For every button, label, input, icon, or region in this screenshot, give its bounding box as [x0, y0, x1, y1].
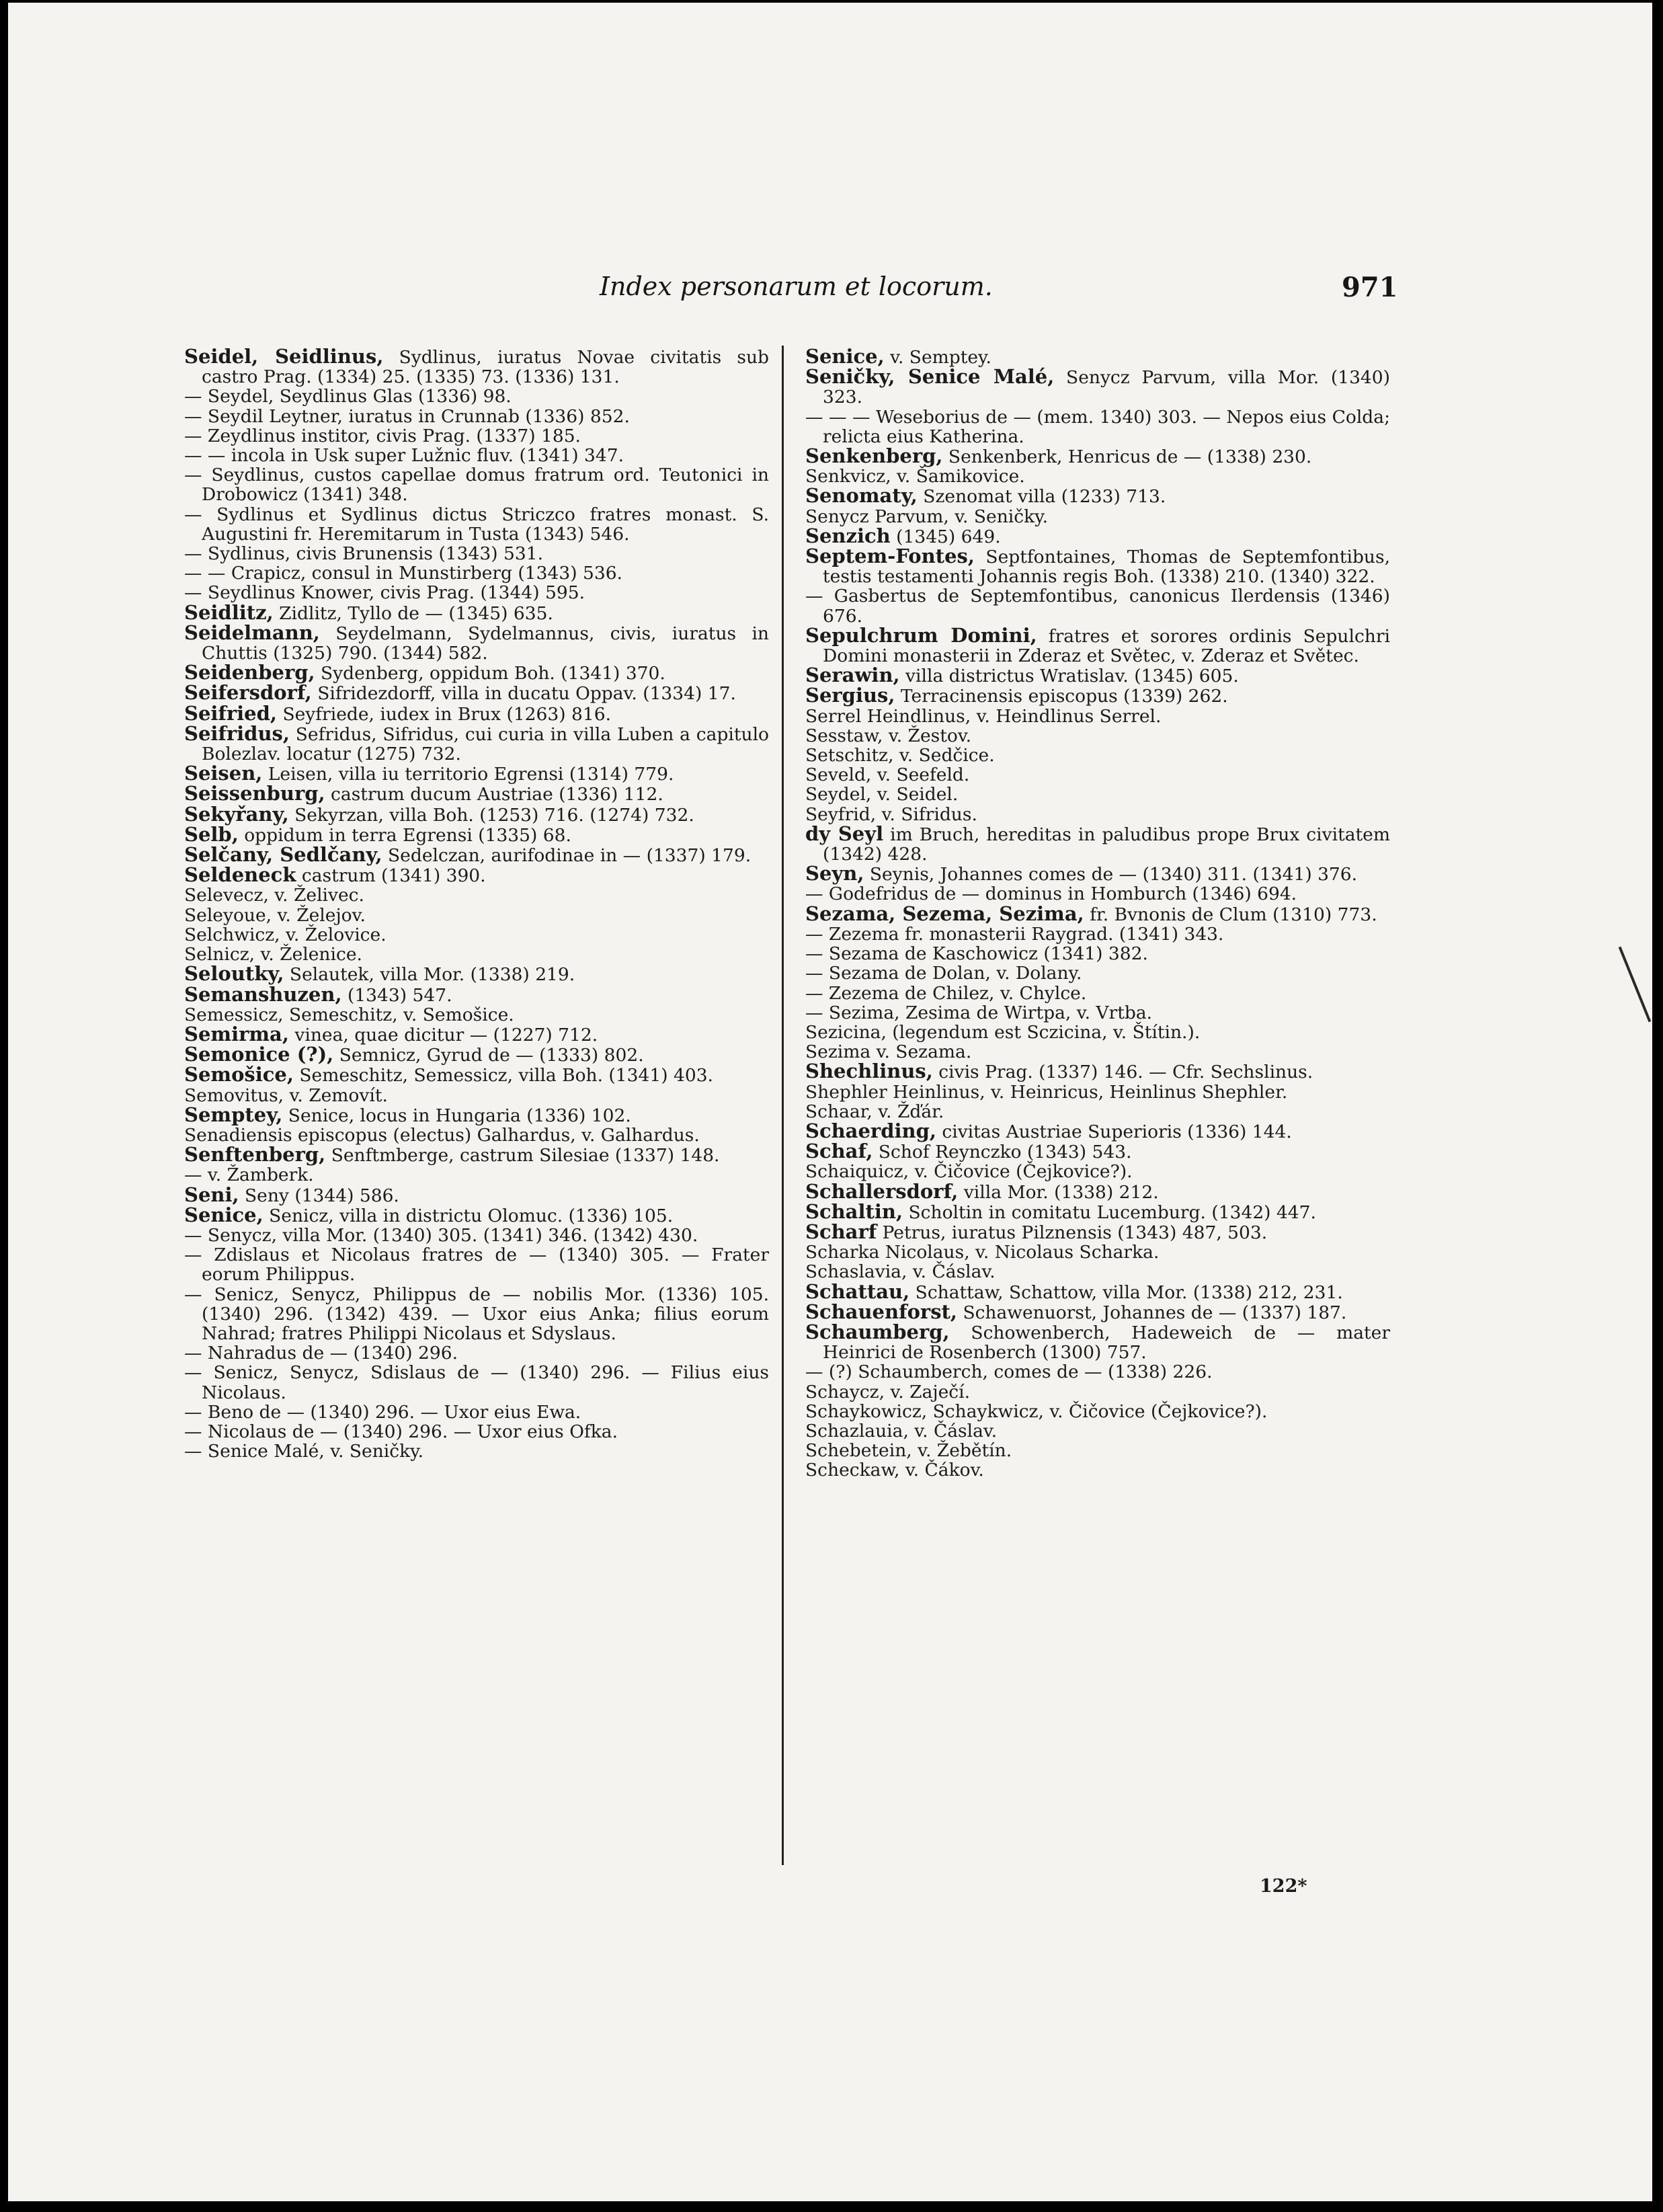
index-entry [805, 486, 1390, 506]
index-entry [805, 1023, 1390, 1042]
index-entry [805, 1102, 1390, 1121]
index-entry-text: Selevecz, v. Želivec. [184, 885, 364, 906]
running-header [8, 272, 1652, 319]
index-entry [805, 765, 1390, 785]
index-entry [805, 707, 1390, 726]
index-headword: Shechlinus, [805, 1060, 933, 1083]
index-entry [184, 1065, 769, 1085]
index-entry-text: Selchwicz, v. Želovice. [184, 924, 387, 945]
index-entry [184, 683, 769, 703]
index-entry-text: castrum ducum Austriae (1336) 112. [325, 784, 663, 805]
index-headword: Seidlitz, [184, 600, 274, 624]
index-entry-text: Senadiensis episcopus (electus) Galhardus, v. Galhardus. [184, 1124, 700, 1146]
index-headword: Seifersdorf, [184, 681, 312, 705]
index-entry [805, 407, 1390, 446]
index-entry-text: — Senicz, Senycz, Sdislaus de — (1340) 296. — Filius eius Nicolaus. [184, 1362, 769, 1403]
index-entry [184, 563, 769, 583]
index-entry-text: Schebetein, v. Žebětín. [805, 1440, 1012, 1462]
index-entry-text: Semessicz, Semeschitz, v. Semošice. [184, 1004, 514, 1025]
index-entry-text: — Gasbertus de Septemfontibus, canonicus Ilerdensis (1346) 676. [805, 586, 1390, 627]
index-headword: Semošice, [184, 1063, 294, 1087]
index-entry-text: Senkenberk, Henricus de — (1338) 230. [942, 446, 1312, 468]
index-entry [184, 982, 769, 1006]
index-headword: Seni, [184, 1183, 239, 1206]
index-entry [184, 1086, 769, 1105]
index-headword: Schaumberg, [805, 1320, 950, 1343]
index-entry-text: villa Mor. (1338) 212. [958, 1181, 1159, 1203]
index-headword: Seissenburg, [184, 782, 325, 805]
index-entry [805, 1162, 1390, 1181]
index-entry-text: Shephler Heinlinus, v. Heinricus, Heinlinus Shephler. [805, 1081, 1288, 1103]
index-entry-text: Scharka Nicolaus, v. Nicolaus Scharka. [805, 1242, 1160, 1263]
index-entry [184, 1145, 769, 1165]
index-entry-text: castrum (1341) 390. [296, 865, 486, 887]
index-entry-text: Seleyoue, v. Želejov. [184, 904, 366, 926]
index-entry-text: Senycz Parvum, villa Mor. (1340) 323. [823, 367, 1390, 408]
index-entry [184, 1245, 769, 1284]
index-entry-text: Szenomat villa (1233) 713. [917, 486, 1166, 508]
index-column-left [184, 347, 769, 1461]
index-entry-text: fr. Bvnonis de Clum (1310) 773. [1084, 904, 1377, 925]
index-headword: Seidenberg, [184, 661, 315, 684]
index-entry [184, 1165, 769, 1185]
index-entry [805, 1460, 1390, 1480]
index-headword: Seifridus, [184, 721, 290, 745]
index-entry-text: — Seydil Leytner, iuratus in Crunnab (1336) 852. [184, 405, 630, 427]
index-entry-text: — Godefridus de — dominus in Homburch (1346) 694. [805, 883, 1297, 905]
index-entry-text: — Sezama de Kaschowicz (1341) 382. [805, 943, 1148, 965]
index-entry [805, 1421, 1390, 1441]
index-entry [184, 583, 769, 602]
index-entry-text: Senftmberge, castrum Silesiae (1337) 148. [325, 1145, 720, 1167]
index-headword: Schaf, [805, 1140, 873, 1163]
index-entry-text: Seydel, v. Seidel. [805, 784, 959, 805]
index-entry [805, 1441, 1390, 1460]
index-entry-text: Sekyrzan, villa Boh. (1253) 716. (1274) 732. [288, 804, 694, 826]
index-entry-text: Schazlauia, v. Čáslav. [805, 1420, 998, 1441]
index-entry-text: Sydlinus, iuratus Novae civitatis sub castro Prag. (1334) 25. (1335) 73. (1336) 131. [202, 347, 769, 388]
index-headword: Semirma, [184, 1022, 289, 1045]
index-entry-text: Seveld, v. Seefeld. [805, 764, 970, 786]
index-entry [184, 1285, 769, 1344]
index-headword: Senice, [805, 345, 885, 368]
index-entry [184, 784, 769, 804]
index-entry-text: Selnicz, v. Želenice. [184, 944, 362, 965]
index-headword: Sepulchrum Domini, [805, 623, 1037, 647]
scan-mark [1619, 947, 1652, 1023]
index-entry-text: Schaslavia, v. Čáslav. [805, 1261, 996, 1283]
index-entry [184, 964, 769, 984]
index-entry [184, 1005, 769, 1025]
index-entry [805, 1279, 1390, 1303]
index-entry [805, 347, 1390, 367]
index-entry [184, 600, 769, 624]
index-entry [805, 1062, 1390, 1082]
index-entry-text: Senkvicz, v. Šamikovice. [805, 466, 1025, 487]
index-entry [805, 686, 1390, 706]
index-headword: Seničky, Senice Malé, [805, 365, 1055, 389]
index-entry-text: Senicz, villa in districtu Olomuc. (1336) 105. [263, 1205, 674, 1226]
index-entry [184, 623, 769, 663]
index-entry [805, 507, 1390, 526]
index-entry-text: Seyfriede, iudex in Brux (1263) 816. [277, 703, 612, 725]
index-entry-text: Sezicina, (legendum est Sczicina, v. Štítin.). [805, 1021, 1201, 1043]
index-entry-text: — Zezema fr. monasterii Raygrad. (1341) 343. [805, 923, 1224, 945]
index-headword: Selčany, Sedlčany, [184, 843, 382, 867]
index-entry [184, 906, 769, 925]
index-headword: Sekyřany, [184, 802, 289, 826]
index-entry-text: — Senicz, Senycz, Philippus de — nobilis Mor. (1336) 105. (1340) 296. (1342) 439. — Uxor eius Anka; filius eorum Nahrad; fratres Philippi Nicolaus et Sdyslaus. [184, 1283, 769, 1344]
index-entry [805, 1262, 1390, 1281]
index-entry-text: — Nahradus de — (1340) 296. [184, 1343, 458, 1364]
index-entry [184, 426, 769, 446]
index-entry [805, 1322, 1390, 1362]
index-entry [805, 666, 1390, 686]
index-entry-text: civis Prag. (1337) 146. — Cfr. Sechslinus. [932, 1062, 1313, 1083]
index-entry [805, 623, 1390, 667]
index-entry [184, 1125, 769, 1145]
index-entry-text: Sezima v. Sezama. [805, 1041, 972, 1063]
index-entry-text: Semnicz, Gyrud de — (1333) 802. [333, 1045, 644, 1066]
index-entry-text: villa districtus Wratislav. (1345) 605. [899, 666, 1239, 687]
index-headword: Schaerding, [805, 1119, 936, 1142]
index-entry [184, 1203, 769, 1226]
index-headword: Schauenforst, [805, 1300, 958, 1323]
index-entry-text: — Sydlinus et Sydlinus dictus Striczco fratres monast. S. Augustini fr. Heremitarum in Tusta (1343) 546. [184, 504, 769, 545]
index-entry-text: — (?) Schaumberch, comes de — (1338) 226. [805, 1361, 1213, 1383]
index-entry [805, 1362, 1390, 1382]
index-entry-text: Scheckaw, v. Čákov. [805, 1460, 984, 1481]
index-entry-text: Schof Reynczko (1343) 543. [873, 1142, 1132, 1163]
index-headword: Sergius, [805, 684, 895, 707]
index-entry-text: Semovitus, v. Zemovít. [184, 1084, 388, 1106]
index-entry-text: im Bruch, hereditas in paludibus prope Brux civitatem (1342) 428. [823, 824, 1390, 865]
index-entry-text: — Zeydlinus institor, civis Prag. (1337) 185. [184, 425, 581, 446]
index-entry-text: Schaiquicz, v. Čičovice (Čejkovice?). [805, 1161, 1133, 1183]
index-headword: Schaltin, [805, 1199, 903, 1223]
book-page [8, 3, 1652, 2201]
printer-signature: 122* [1260, 1876, 1307, 1897]
index-entry-text: v. Semptey. [884, 347, 991, 368]
index-entry-text: Sydenberg, oppidum Boh. (1341) 370. [315, 663, 665, 684]
index-entry [184, 1422, 769, 1441]
index-entry-text: — Sydlinus, civis Brunensis (1343) 531. [184, 543, 543, 565]
index-entry-text: — Seydlinus Knower, civis Prag. (1344) 595. [184, 582, 585, 604]
index-headword: Seyn, [805, 862, 864, 885]
index-entry-text: Senycz Parvum, v. Seničky. [805, 506, 1049, 527]
index-entry-text: Seydelmann, Sydelmannus, civis, iuratus in Chuttis (1325) 790. (1344) 582. [202, 623, 769, 664]
index-entry-text: oppidum in terra Egrensi (1335) 68. [238, 824, 571, 846]
index-entry-text: Sifridezdorff, villa in ducatu Oppav. (1334) 17. [311, 683, 736, 705]
index-entry-text: — Seydel, Seydlinus Glas (1336) 98. [184, 386, 512, 407]
index-entry [184, 1022, 769, 1045]
index-entry [184, 701, 769, 725]
index-headword: Seidelmann, [184, 621, 320, 644]
index-entry [805, 1402, 1390, 1421]
running-title: Index personarum et locorum. [600, 272, 993, 301]
index-entry [184, 764, 769, 784]
index-headword: Senomaty, [805, 484, 918, 508]
index-entry [184, 1105, 769, 1125]
index-entry [184, 465, 769, 504]
index-entry [805, 1121, 1390, 1142]
index-entry [184, 1403, 769, 1422]
index-entry [184, 347, 769, 387]
index-headword: Scharf [805, 1220, 877, 1243]
index-entry-text: Scholtin in comitatu Lucemburg. (1342) 447. [903, 1201, 1316, 1223]
index-entry [184, 544, 769, 563]
index-entry [184, 885, 769, 905]
index-headword: Semonice (?), [184, 1043, 334, 1066]
index-entry [805, 526, 1390, 547]
index-headword: Senice, [184, 1203, 263, 1226]
index-headword: Senzich [805, 524, 891, 547]
index-entry-text: Septfontaines, Thomas de Septemfontibus, testis testamenti Johannis regis Boh. (1338) 210. (1340) 322. [823, 547, 1390, 588]
index-entry-text: (1345) 649. [890, 526, 1001, 547]
index-entry-text: — Senycz, villa Mor. (1340) 305. (1341) 346. (1342) 430. [184, 1224, 698, 1246]
index-entry-text: — v. Žamberk. [184, 1164, 314, 1186]
index-entry [805, 446, 1390, 467]
index-headword: Schallersdorf, [805, 1179, 959, 1203]
index-entry [805, 785, 1390, 804]
index-entry-text: — Nicolaus de — (1340) 296. — Uxor eius Ofka. [184, 1421, 618, 1442]
index-entry [805, 904, 1390, 924]
index-headword: Septem-Fontes, [805, 545, 975, 568]
index-entry [184, 845, 769, 865]
index-entry [184, 1045, 769, 1065]
index-entry [805, 824, 1390, 864]
index-entry [805, 1003, 1390, 1023]
index-entry [805, 1222, 1390, 1242]
index-headword: Senkenberg, [805, 444, 943, 468]
index-headword: Seloutky, [184, 962, 284, 986]
index-entry [805, 1142, 1390, 1162]
index-entry [805, 1199, 1390, 1223]
index-entry-text: Sefridus, Sifridus, cui curia in villa Luben a capitulo Bolezlav. locatur (1275) 732. [202, 723, 769, 765]
index-entry [805, 924, 1390, 944]
column-divider [782, 346, 784, 1865]
index-entry [184, 925, 769, 945]
index-entry [805, 944, 1390, 963]
index-entry-text: Schowenberch, Hadeweich de — mater Heinrici de Rosenberch (1300) 757. [823, 1322, 1390, 1364]
index-entry [805, 1082, 1390, 1102]
index-entry-text: Selautek, villa Mor. (1338) 219. [284, 964, 575, 986]
index-entry [184, 945, 769, 964]
index-entry-text: Leisen, villa iu territorio Egrensi (1314) 779. [262, 764, 674, 785]
index-entry-text: Seyfrid, v. Sifridus. [805, 803, 977, 825]
index-headword: Seldeneck [184, 863, 296, 887]
index-entry-text: — Sezama de Dolan, v. Dolany. [805, 963, 1082, 984]
index-entry [805, 864, 1390, 884]
index-entry [184, 1226, 769, 1245]
page-number: 971 [1342, 272, 1398, 303]
index-entry-text: — Zdislaus et Nicolaus fratres de — (1340) 305. — Frater eorum Philippus. [184, 1245, 769, 1286]
index-entry [805, 1242, 1390, 1262]
index-entry-text: vinea, quae dicitur — (1227) 712. [288, 1024, 598, 1045]
index-headword: Senftenberg, [184, 1143, 326, 1167]
index-entry-text: — Beno de — (1340) 296. — Uxor eius Ewa. [184, 1401, 581, 1423]
index-headword: dy Seyl [805, 822, 884, 845]
index-entry-text: Senice, locus in Hungaria (1336) 102. [282, 1105, 631, 1126]
index-entry [184, 446, 769, 465]
index-headword: Seidel, Seidlinus, [184, 345, 384, 368]
index-column-right [805, 347, 1390, 1480]
index-entry [184, 407, 769, 426]
index-entry [184, 1343, 769, 1363]
index-entry-text: — — incola in Usk super Lužnic fluv. (1341) 347. [184, 445, 624, 467]
index-entry [184, 387, 769, 406]
index-entry [184, 1185, 769, 1206]
index-entry-text: Terracinensis episcopus (1339) 262. [895, 686, 1228, 707]
index-entry [184, 721, 769, 765]
index-entry-text: Serrel Heindlinus, v. Heindlinus Serrel. [805, 705, 1162, 727]
index-entry [805, 984, 1390, 1003]
index-entry-text: — Seydlinus, custos capellae domus fratrum ord. Teutonici in Drobowicz (1341) 348. [184, 465, 769, 506]
index-headword: Schattau, [805, 1279, 910, 1303]
index-entry [805, 726, 1390, 746]
index-entry [805, 1382, 1390, 1402]
index-entry-text: — Zezema de Chilez, v. Chylce. [805, 982, 1087, 1004]
index-entry-text: Schattaw, Schattow, villa Mor. (1338) 212, 231. [909, 1281, 1343, 1303]
index-headword: Semanshuzen, [184, 982, 342, 1006]
index-entry-text: Setschitz, v. Sedčice. [805, 745, 995, 766]
index-entry [805, 746, 1390, 765]
index-entry-text: Sedelczan, aurifodinae in — (1337) 179. [382, 845, 752, 867]
index-entry [184, 1363, 769, 1402]
index-entry-text: — — Crapicz, consul in Munstirberg (1343) 536. [184, 563, 622, 584]
index-entry [805, 884, 1390, 904]
index-entry-text: Seynis, Johannes comes de — (1340) 311. (1341) 376. [864, 864, 1358, 885]
index-entry [805, 1302, 1390, 1322]
index-entry-text: Zidlitz, Tyllo de — (1345) 635. [273, 602, 553, 624]
index-entry-text: — — — Weseborius de — (mem. 1340) 303. — Nepos eius Colda; relicta eius Katherina. [805, 406, 1390, 447]
index-entry-text: — Sezima, Zesima de Wirtpa, v. Vrtba. [805, 1002, 1153, 1023]
index-entry [184, 663, 769, 683]
index-entry [805, 963, 1390, 983]
index-entry [184, 1441, 769, 1461]
index-entry [805, 547, 1390, 586]
index-entry-text: Schaycz, v. Zaječí. [805, 1381, 971, 1403]
index-entry-text: Petrus, iuratus Pilznensis (1343) 487, 503. [877, 1222, 1268, 1243]
index-entry-text: civitas Austriae Superioris (1336) 144. [936, 1121, 1292, 1142]
index-entry-text: (1343) 547. [341, 984, 452, 1006]
index-headword: Serawin, [805, 664, 900, 687]
index-entry [805, 467, 1390, 486]
index-entry-text: Semeschitz, Semessicz, villa Boh. (1341) 403. [293, 1065, 713, 1087]
index-entry [805, 586, 1390, 625]
index-entry [805, 805, 1390, 824]
index-entry [184, 802, 769, 826]
index-headword: Sezama, Sezema, Sezima, [805, 902, 1084, 925]
index-entry-text: Schaykowicz, Schaykwicz, v. Čičovice (Čejkovice?). [805, 1400, 1268, 1422]
index-headword: Selb, [184, 822, 239, 846]
index-entry-text: Seny (1344) 586. [239, 1185, 399, 1206]
index-headword: Seisen, [184, 762, 263, 785]
index-entry-text: Schaar, v. Žďár. [805, 1101, 944, 1122]
index-entry [184, 865, 769, 885]
index-entry-text: Schawenuorst, Johannes de — (1337) 187. [957, 1302, 1347, 1323]
index-entry [805, 367, 1390, 407]
index-headword: Seifried, [184, 701, 278, 725]
index-headword: Semptey, [184, 1103, 283, 1126]
index-entry-text: fratres et sorores ordinis Sepulchri Domini monasterii in Zderaz et Světec, v. Zderaz et Světec. [823, 625, 1390, 667]
index-entry [805, 1179, 1390, 1203]
index-entry-text: — Senice Malé, v. Seničky. [184, 1441, 424, 1462]
index-entry-text: Sesstaw, v. Žestov. [805, 725, 972, 746]
index-entry [805, 1042, 1390, 1062]
index-entry [184, 822, 769, 846]
index-entry [184, 505, 769, 544]
